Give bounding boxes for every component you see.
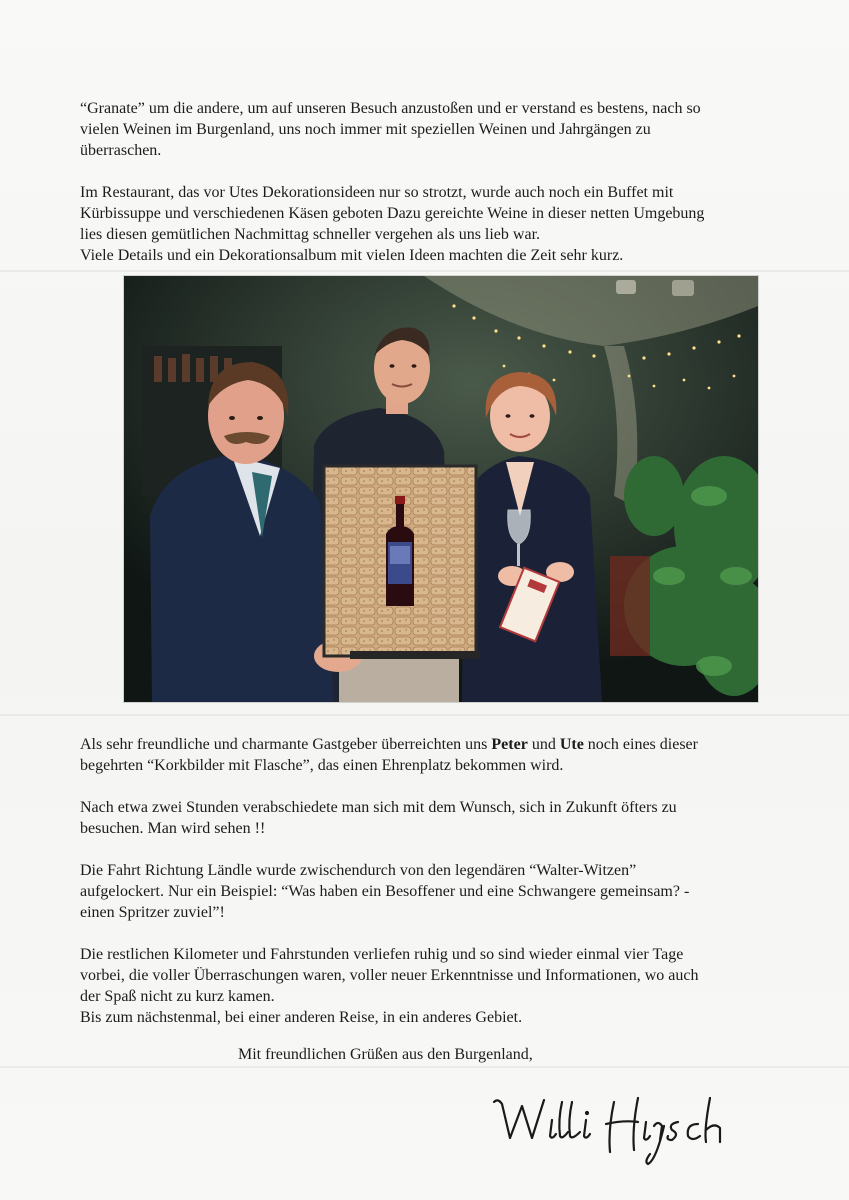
- body-paragraph-3: Die Fahrt Richtung Ländle wurde zwischendurch von den legendären “Walter-Witzen” aufgelockert. Nur ein Beispiel: “Was haben ein Besoffener und eine Schwangere gemeinsam? - einen Spritzer zuviel”!: [80, 862, 690, 921]
- closing-line: Mit freundlichen Grüßen aus den Burgenland,: [238, 1046, 533, 1063]
- intro-text: [80, 98, 780, 266]
- fold-line: [0, 714, 849, 716]
- name-peter: Peter: [491, 736, 528, 753]
- body-paragraph-2: Nach etwa zwei Stunden verabschiedete man sich mit dem Wunsch, sich in Zukunft öfters zu besuchen. Man wird sehen !!: [80, 799, 677, 837]
- body-paragraph-1: Als sehr freundliche und charmante Gastgeber überreichten uns Peter und Ute noch eines dieser begehrten “Korkbilder mit Flasche”, das einen Ehrenplatz bekommen wird.: [80, 736, 698, 774]
- body-paragraph-4: Die restlichen Kilometer und Fahrstunden verliefen ruhig und so sind wieder einmal vier Tage vorbei, die voller Überraschungen waren, voller neuer Erkenntnisse und Informationen, wo auch der Spaß nicht zu kurz kamen. Bis zum nächstenmal, bei einer anderen Reise, in ein anderes Gebiet.: [80, 946, 699, 1026]
- intro-paragraph-1: “Granate” um die andere, um auf unseren Besuch anzustoßen und er verstand es bestens, nach so vielen Weinen im Burgenland, uns noch immer mit speziellen Weinen und Jahrgängen zu überraschen.: [80, 100, 701, 159]
- fold-line: [0, 1066, 849, 1068]
- intro-paragraph-2: Im Restaurant, das vor Utes Dekorationsideen nur so strotzt, wurde auch noch ein Buffet mit Kürbissuppe und verschiedenen Käsen geboten Dazu gereichte Weine in dieser netten Umgebung lies diesen gemütlichen Nachmittag schneller vergehen als uns lieb war. Viele Details und ein Dekorationsalbum mit vielen Ideen machten die Zeit sehr kurz.: [80, 184, 705, 264]
- fold-line: [0, 270, 849, 272]
- signature: [488, 1080, 778, 1170]
- name-ute: Ute: [559, 736, 584, 753]
- photo: [124, 276, 758, 702]
- body-text: [80, 734, 780, 1028]
